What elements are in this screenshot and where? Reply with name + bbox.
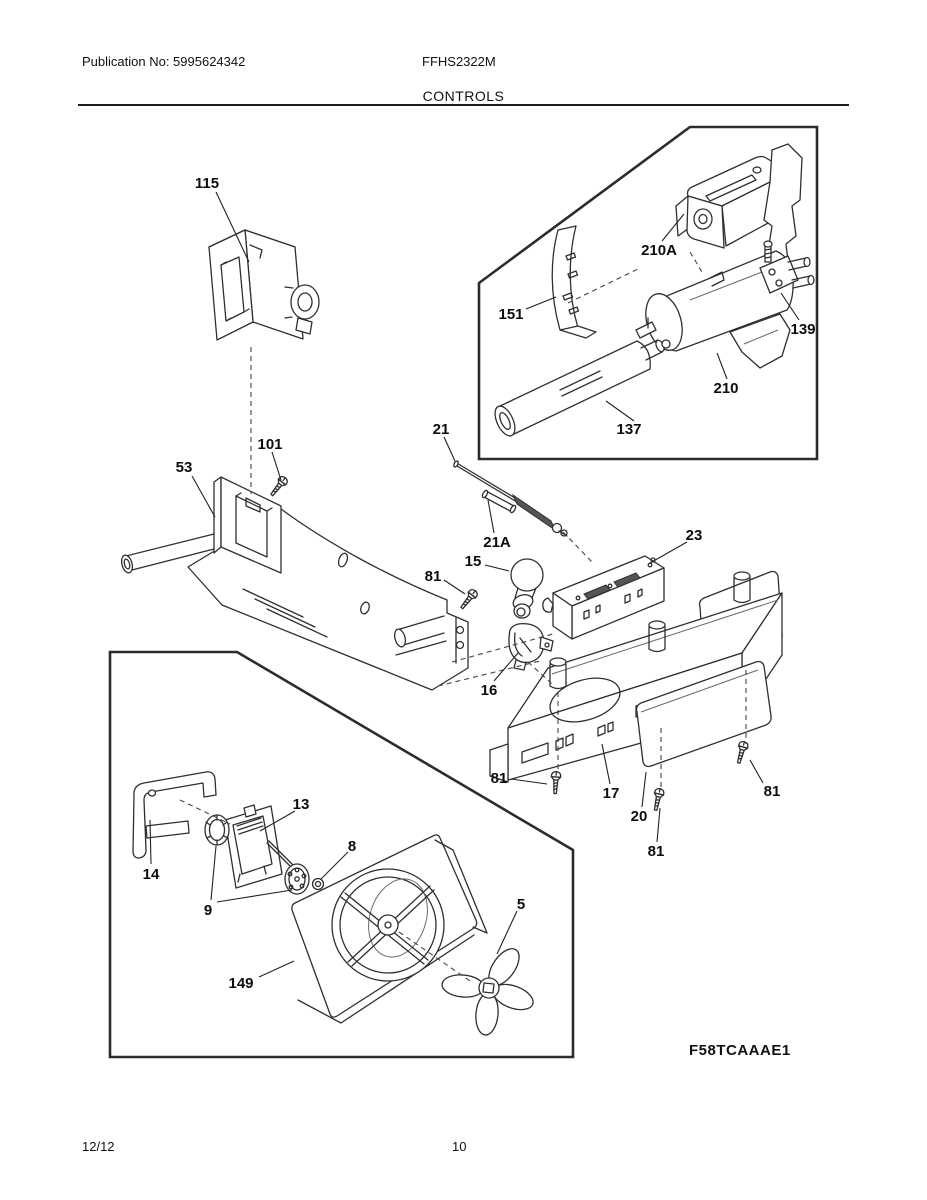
part-8 [313,879,324,890]
footer-page-number: 10 [452,1139,467,1154]
callout-20: 20 [630,808,648,825]
footer-revision-date: 12/12 [82,1139,115,1154]
callout-15: 15 [464,553,482,570]
callout-21a: 21A [483,534,511,551]
callout-139: 139 [790,321,816,338]
callout-151: 151 [498,306,524,323]
part-151 [552,226,596,338]
part-5 [441,943,536,1035]
drawing-code: F58TCAAAE1 [689,1042,791,1059]
callout-81-d: 81 [763,783,781,800]
callout-21: 21 [432,421,450,438]
callout-101: 101 [257,436,283,453]
part-15 [511,559,543,618]
callout-210: 210 [713,380,739,397]
callout-9: 9 [203,902,213,919]
part-81-screw-c [651,788,665,811]
part-81-screw-d [734,741,749,765]
part-115 [209,230,319,340]
part-81-screw-b [551,771,561,793]
part-21a [481,490,516,514]
callout-8: 8 [347,838,357,855]
callout-137: 137 [616,421,642,438]
callout-16: 16 [480,682,498,699]
callout-17: 17 [602,785,620,802]
callout-81-b: 81 [490,770,508,787]
callout-81-a: 81 [424,568,442,585]
callout-53: 53 [175,459,193,476]
callout-210a: 210A [641,242,677,259]
callout-23: 23 [685,527,703,544]
callout-115: 115 [194,175,220,192]
callout-5: 5 [516,896,526,913]
part-23 [543,556,664,639]
part-21 [453,460,567,536]
part-14 [133,772,216,858]
callout-149: 149 [228,975,254,992]
model-number: FFHS2322M [422,54,496,69]
page-title: CONTROLS [422,88,505,104]
publication-number: Publication No: 5995624342 [82,54,246,69]
part-101-screw [268,475,289,498]
part-16 [509,624,553,670]
callout-13: 13 [292,796,310,813]
callout-14: 14 [142,866,160,883]
callout-81-c: 81 [647,843,665,860]
part-53 [120,477,468,690]
